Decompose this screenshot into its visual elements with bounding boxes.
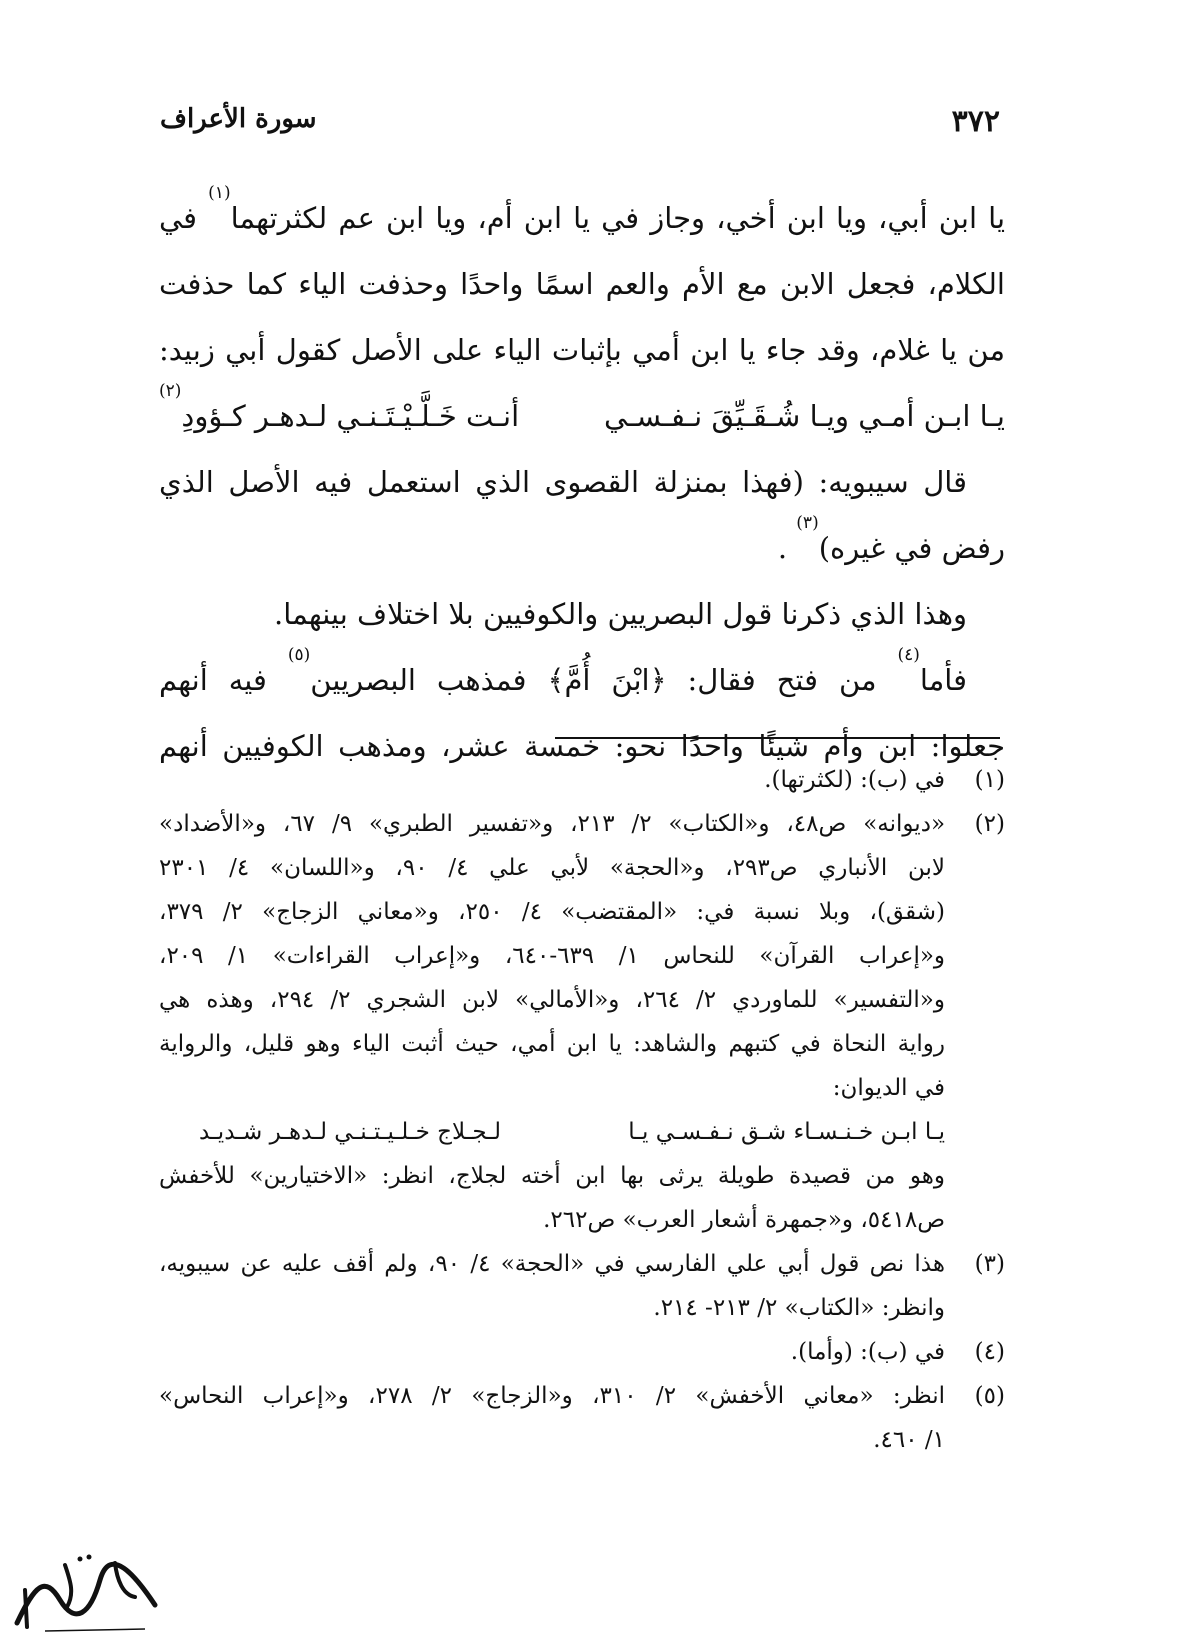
surah-title: سورة الأعراف: [160, 104, 317, 134]
text-line: وهذا الذي ذكرنا قول البصريين والكوفيين بلا اختلاف بينهما.: [274, 597, 967, 631]
text-line: جعلوا: ابن وأم شيئًا واحدًا نحو: خمسة عشر، ومذهب الكوفيين أنهم: [159, 729, 1005, 763]
text-line: فأما$^{(٤)}$ من فتح فقال: ﴿ابْنَ أُمَّ﴾ فمذهب البصريين$^{(٥)}$ فيه أنهم: [159, 645, 967, 697]
poetry-verse: [159, 383, 1005, 449]
footnote-ref: (٥): [287, 645, 311, 665]
footnote-line: وهو من قصيدة طويلة يرثى بها ابن أخته لجلاج، انظر: «الاختيارين» للأخفش: [159, 1163, 945, 1189]
page-header: [160, 104, 1000, 144]
footnote-line: انظر: «معاني الأخفش» ٢/ ٣١٠، و«الزجاج» ٢/ ٢٧٨، و«إعراب النحاس»: [159, 1383, 945, 1409]
footnote-line: هذا نص قول أبي علي الفارسي في «الحجة» ٤/ ٩٠، ولم أقف عليه عن سيبويه،: [159, 1251, 946, 1277]
footnote-line: (شقق)، وبلا نسبة في: «المقتضب» ٤/ ٢٥٠، و«معاني الزجاج» ٢/ ٣٧٩،: [159, 899, 945, 925]
footnote: [159, 802, 1005, 1242]
footnote-line: و«التفسير» للماوردي ٢/ ٢٦٤، و«الأمالي» لابن الشجري ٢/ ٢٩٤، وهذه هي: [159, 987, 945, 1013]
footnote-line: و«إعراب القرآن» للنحاس ١/ ٦٣٩-٦٤٠، و«إعراب القراءات» ١/ ٢٠٩،: [159, 943, 946, 969]
footnote-number: (٤): [974, 1339, 1005, 1365]
footnotes: [159, 758, 1005, 1462]
footnote-verse: [159, 1110, 945, 1154]
page-number: ٣٧٢: [951, 104, 1000, 139]
footnote-line: وانظر: «الكتاب» ٢/ ٢١٣- ٢١٤.: [653, 1295, 945, 1321]
text-line: من يا غلام، وقد جاء يا ابن أمي بإثبات الياء على الأصل كقول أبي زبيد:: [159, 333, 1005, 367]
text-line: رفض في غيره)$^{(٣)}$ .: [777, 513, 1005, 565]
footnote-number: (٣): [974, 1251, 1005, 1277]
text-line: قال سيبويه: (فهذا بمنزلة القصوى الذي استعمل فيه الأصل الذي: [159, 465, 967, 499]
footnote-line: لابن الأنباري ص٢٩٣، و«الحجة» لأبي علي ٤/ ٩٠، و«اللسان» ٤/ ٢٣٠١: [159, 855, 946, 881]
main-text: [159, 185, 1005, 779]
footnote-ref: (٢): [159, 381, 182, 401]
verse-first-hemistich: يـا ابـن أمـي ويـا شُـقَـيِّقَ نـفـسـي: [603, 399, 1005, 433]
footnote-line: رواية النحاة في كتبهم والشاهد: يا ابن أمي، حيث أثبت الياء وهو قليل، والرواية: [159, 1031, 945, 1057]
footnote: [159, 1242, 1005, 1330]
footnote-separator: [555, 737, 1000, 739]
footnote-line: «ديوانه» ص٤٨، و«الكتاب» ٢/ ٢١٣، و«تفسير الطبري» ٩/ ٦٧، و«الأضداد»: [159, 811, 946, 837]
footnote-ref: (١): [208, 183, 231, 203]
footnote-ref: (٤): [897, 645, 920, 665]
footnote-line: في (ب): (وأما).: [790, 1339, 945, 1365]
footnote-line: ١/ ٤٦٠.: [873, 1427, 945, 1453]
verse-first-hemistich: يـا ابـن خـنـسـاء شـق نـفـسـي يـا: [628, 1119, 945, 1145]
verse-second-hemistich: أنـت خَـلَّـيْـتَـنـي لـدهـر كـؤودِ$^{(٢)}$: [159, 381, 520, 433]
footnote-line: في (ب): (لكثرتها).: [764, 767, 945, 793]
text-line: يا ابن أبي، ويا ابن أخي، وجاز في يا ابن أم، ويا ابن عم لكثرتهما$^{(١)}$ في: [159, 183, 1006, 235]
text-line: الكلام، فجعل الابن مع الأم والعم اسمًا واحدًا وحذفت الياء كما حذفت: [159, 267, 1005, 301]
verse-second-hemistich: لـجـلاج خـلـيـتـنـي لـدهـر شـديـد: [199, 1119, 502, 1145]
footnote: [159, 1374, 1005, 1462]
footnote-line: ص٥٤١٨، و«جمهرة أشعار العرب» ص٢٦٢.: [543, 1207, 945, 1233]
footnote-number: (٥): [974, 1383, 1005, 1409]
footnote: [159, 758, 1005, 802]
footnote-number: (٢): [974, 811, 1005, 837]
footnote: [159, 1330, 1005, 1374]
footnote-ref: (٣): [796, 513, 819, 533]
footnote-line: في الديوان:: [832, 1075, 945, 1101]
footnote-number: (١): [974, 767, 1005, 793]
publisher-logo: [5, 1545, 165, 1635]
